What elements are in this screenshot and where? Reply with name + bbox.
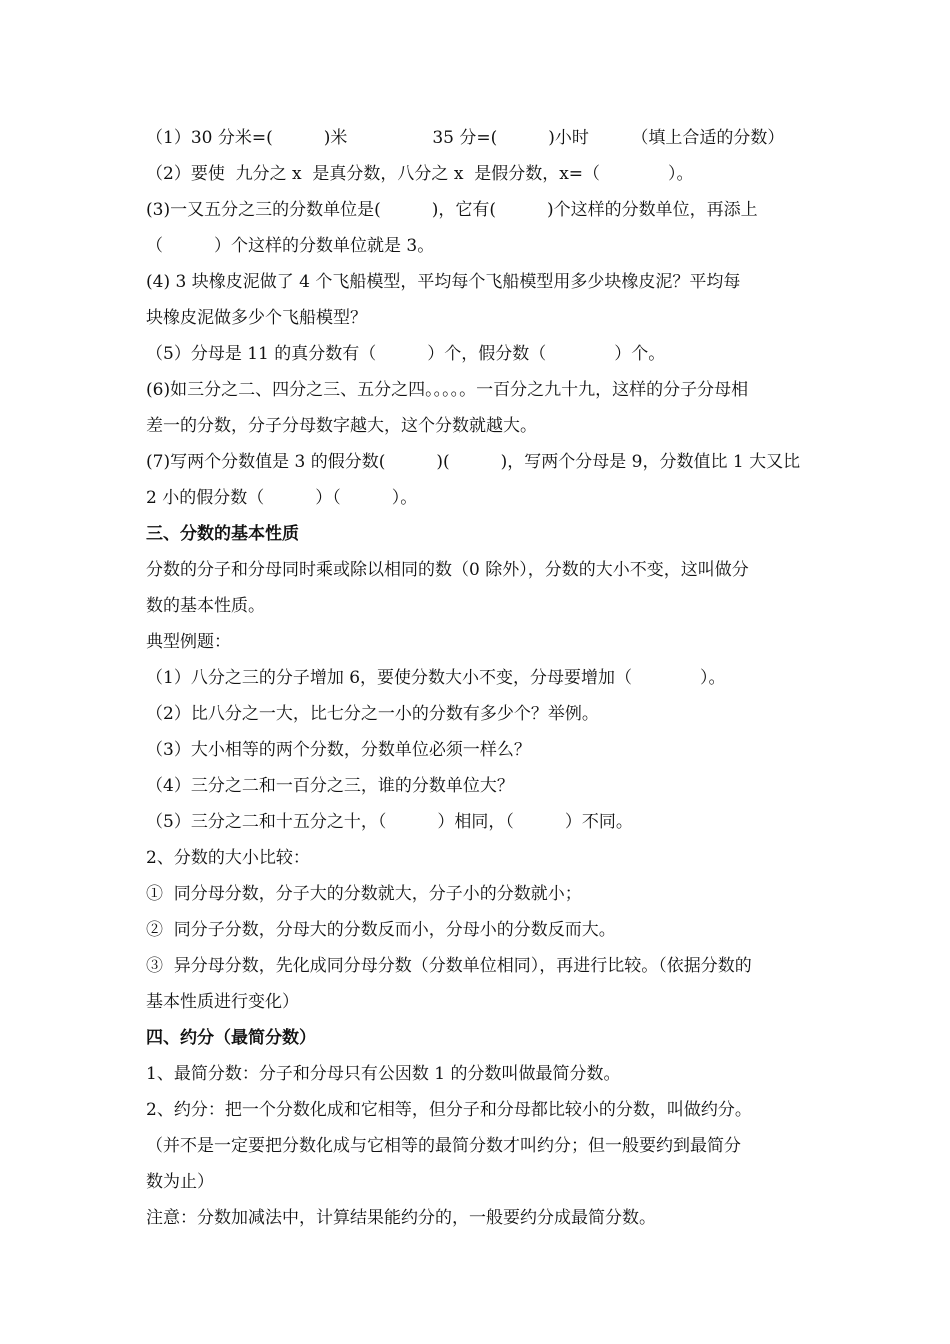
section-heading-4: 四、约分（最简分数） [146,1028,316,1048]
exercise-7-line-1: (7)写两个分数值是 3 的假分数( )( )，写两个分母是 9，分数值比 1 大又比 [146,452,801,472]
comparison-rule-3-line-1: ③ 异分母分数，先化成同分母分数（分数单位相同），再进行比较。（依据分数的 [146,956,752,976]
exercise-5: （5）分母是 11 的真分数有（ ）个，假分数（ ）个。 [146,344,666,364]
example-4: （4）三分之二和一百分之三，谁的分数单位大？ [146,776,514,796]
attention-note: 注意：分数加减法中，计算结果能约分的，一般要约分成最简分数。 [146,1208,656,1228]
reduction-note-line-2: 数为止） [146,1172,214,1192]
exercise-4-line-2: 块橡皮泥做多少个飞船模型？ [146,308,367,328]
exercise-3-line-1: (3)一又五分之三的分数单位是( )，它有( )个这样的分数单位，再添上 [146,200,758,220]
example-2: （2）比八分之一大，比七分之一小的分数有多少个？举例。 [146,704,599,724]
definition-line-2: 数的基本性质。 [146,596,265,616]
exercise-1: （1）30 分米=( )米 35 分=( )小时 （填上合适的分数） [146,128,785,148]
exercise-7-line-2: 2 小的假分数（ ）（ ）。 [146,488,418,508]
example-3: （3）大小相等的两个分数，分数单位必须一样么？ [146,740,531,760]
exercise-6-line-2: 差一的分数，分子分母数字越大，这个分数就越大。 [146,416,537,436]
simplest-fraction-definition: 1、最简分数：分子和分母只有公因数 1 的分数叫做最简分数。 [146,1064,621,1084]
example-1: （1）八分之三的分子增加 6，要使分数大小不变，分母要增加（ ）。 [146,668,726,688]
section-heading-3: 三、分数的基本性质 [146,524,299,544]
exercise-4-line-1: (4) 3 块橡皮泥做了 4 个飞船模型，平均每个飞船模型用多少块橡皮泥？平均每 [146,272,741,292]
example-5: （5）三分之二和十五分之十，（ ）相同，（ ）不同。 [146,812,633,832]
comparison-rule-3-line-2: 基本性质进行变化） [146,992,299,1012]
reduction-definition: 2、约分：把一个分数化成和它相等，但分子和分母都比较小的分数，叫做约分。 [146,1100,752,1120]
examples-label: 典型例题： [146,632,231,652]
exercise-6-line-1: (6)如三分之二、四分之三、五分之四。。。。。一百分之九十九，这样的分子分母相 [146,380,749,400]
reduction-note-line-1: （并不是一定要把分数化成与它相等的最简分数才叫约分；但一般要约到最简分 [146,1136,741,1156]
exercise-3-line-2: （ ）个这样的分数单位就是 3。 [146,236,435,256]
comparison-rule-1: ① 同分母分数，分子大的分数就大，分子小的分数就小； [146,884,582,904]
definition-line-1: 分数的分子和分母同时乘或除以相同的数（0 除外），分数的大小不变，这叫做分 [146,560,749,580]
comparison-rule-2: ② 同分子分数，分母大的分数反而小，分母小的分数反而大。 [146,920,616,940]
exercise-2: （2）要使 九分之 x 是真分数，八分之 x 是假分数，x=（ ）。 [146,164,694,184]
comparison-heading: 2、分数的大小比较： [146,848,310,868]
